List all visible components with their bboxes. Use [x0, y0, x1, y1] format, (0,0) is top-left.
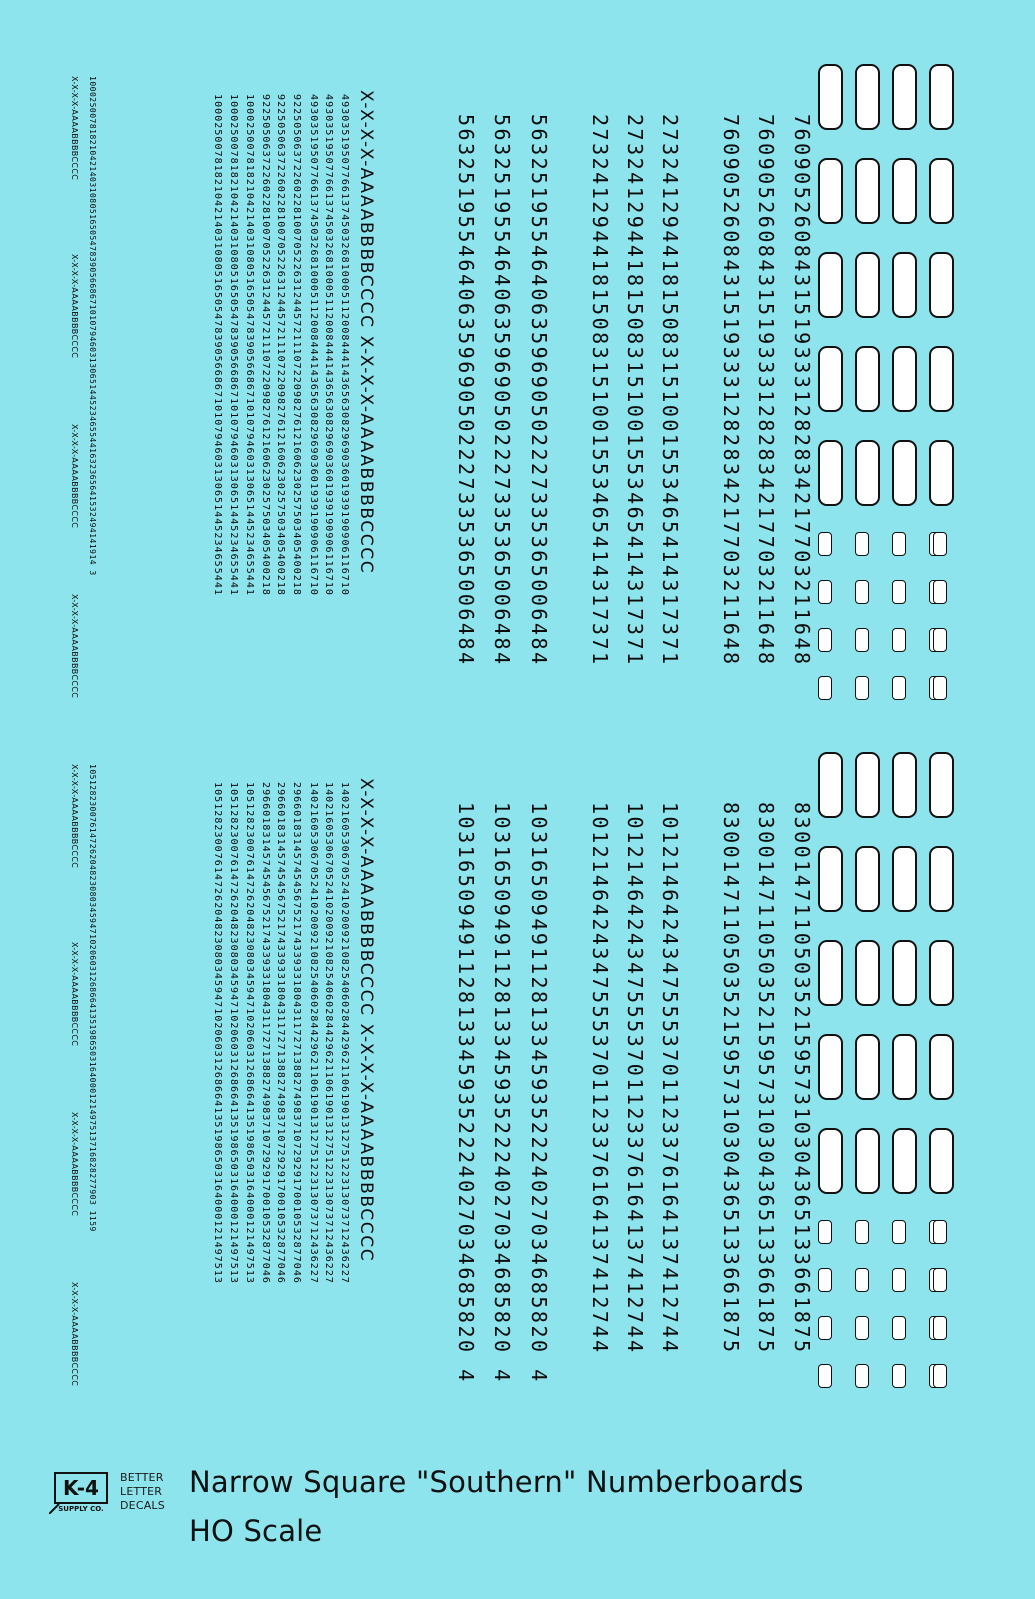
numberboard-blank	[892, 1034, 917, 1100]
numberboard-blank	[818, 252, 843, 318]
page-subtitle: HO Scale	[189, 1514, 323, 1548]
small-number-column: 10002500781821042140310805165054783905668671010794603130651445234655441	[228, 94, 239, 597]
numberboard-blank	[929, 252, 954, 318]
small-numberboard-blank	[892, 676, 906, 700]
tiny-lettering: X-X-X-X-AAAABBBBCCCC	[70, 254, 79, 359]
number-column: 83001471105035215957310304365133661875	[790, 802, 814, 1355]
numberboard-blank	[892, 440, 917, 506]
tiny-lettering: X-X-X-X-AAAABBBBCCCC	[70, 594, 79, 699]
small-numberboard-blank	[818, 1268, 832, 1292]
small-numberboard-blank	[892, 1220, 906, 1244]
numberboard-blank	[929, 940, 954, 1006]
small-number-column: 29660183145745456752174339331804311727138827498371072929170010532877046	[275, 782, 286, 1285]
small-numberboard-blank	[818, 532, 832, 556]
numberboard-blank	[818, 64, 843, 130]
lettering-column: X-X-X-X-AAAABBBBCCCC X-X-X-X-AAAABBBBCCCC	[356, 778, 376, 1263]
numberboard-blank	[892, 64, 917, 130]
numberboard-blank	[929, 752, 954, 818]
small-numberboard-blank	[892, 1268, 906, 1292]
numberboard-blank	[892, 1128, 917, 1194]
svg-text:K-4: K-4	[63, 1476, 99, 1500]
small-numberboard-blank	[892, 580, 906, 604]
numberboard-blank	[818, 940, 843, 1006]
small-number-column: 29660183145745456752174339331804311727138827498371072929170010532877046	[291, 782, 302, 1285]
small-numberboard-blank	[933, 1268, 947, 1292]
small-number-column: 49303519507766137450326810005112008444143656308296903601939190906116710	[323, 94, 334, 597]
numberboard-blank	[855, 1128, 880, 1194]
k4-logo-icon	[49, 1470, 113, 1514]
numberboard-blank	[892, 846, 917, 912]
numberboard-blank	[855, 440, 880, 506]
numberboard-blank	[892, 346, 917, 412]
number-column: 83001471105035215957310304365133661875	[754, 802, 778, 1355]
number-column: 10121464243475553701123376164137412744	[588, 802, 612, 1355]
small-numberboard-blank	[855, 628, 869, 652]
numberboard-blank	[818, 158, 843, 224]
number-column: 10121464243475553701123376164137412744	[658, 802, 682, 1355]
tiny-number-column: 10002500781821042140310805165054783905668671010794603130651445234655441632365641532494141914 3	[88, 76, 97, 576]
numberboard-blank	[855, 846, 880, 912]
small-number-column: 10002500781821042140310805165054783905668671010794603130651445234655441	[244, 94, 255, 597]
number-column: 76090526084315193331282834217703211648	[790, 114, 814, 667]
small-numberboard-blank	[855, 676, 869, 700]
numberboard-blank	[855, 752, 880, 818]
small-number-column: 10512823007614726204823080345947102060312686641351986503164000121497513	[244, 782, 255, 1285]
small-number-column: 92250506372260228100705226312445721110722098276121606230257503405400218	[291, 94, 302, 597]
numberboard-blank	[855, 1034, 880, 1100]
tiny-lettering: X-X-X-X-AAAABBBBCCCC	[70, 764, 79, 869]
small-number-column: 10512823007614726204823080345947102060312686641351986503164000121497513	[228, 782, 239, 1285]
small-numberboard-blank	[855, 1220, 869, 1244]
tiny-lettering: X-X-X-X-AAAABBBBCCCC	[70, 424, 79, 529]
small-numberboard-blank	[933, 1220, 947, 1244]
small-number-column: 10512823007614726204823080345947102060312686641351986503164000121497513	[212, 782, 223, 1285]
small-number-column: 14021605306705241020092108254060284429621106190131275122313073712436227	[323, 782, 334, 1285]
small-numberboard-blank	[855, 532, 869, 556]
numberboard-blank	[855, 252, 880, 318]
small-numberboard-blank	[933, 1364, 947, 1388]
numberboard-blank	[892, 940, 917, 1006]
tiny-lettering: X-X-X-X-AAAABBBBCCCC	[70, 942, 79, 1047]
numberboard-blank	[929, 440, 954, 506]
small-number-column: 92250506372260228100705226312445721110722098276121606230257503405400218	[275, 94, 286, 597]
number-column: 27324129441815083151001553465414317371	[588, 114, 612, 667]
numberboard-blank	[929, 1034, 954, 1100]
numberboard-blank	[929, 64, 954, 130]
numberboard-blank	[929, 846, 954, 912]
tiny-lettering: X-X-X-X-AAAABBBBCCCC	[70, 1282, 79, 1387]
tagline-line: LETTER	[120, 1485, 163, 1498]
number-column: 76090526084315193331282834217703211648	[754, 114, 778, 667]
numberboard-blank	[855, 158, 880, 224]
tagline-line: DECALS	[120, 1499, 165, 1512]
tiny-lettering: X-X-X-X-AAAABBBBCCCC	[70, 1112, 79, 1217]
small-number-column: 29660183145745456752174339331804311727138827498371072929170010532877046	[260, 782, 271, 1285]
small-number-column: 49303519507766137450326810005112008444143656308296903601939190906116710	[308, 94, 319, 597]
number-column: 27324129441815083151001553465414317371	[623, 114, 647, 667]
numberboard-blank	[855, 64, 880, 130]
small-number-column: 14021605306705241020092108254060284429621106190131275122313073712436227	[339, 782, 350, 1285]
small-numberboard-blank	[892, 1316, 906, 1340]
number-column: 10316509491128133459352224027034685820 4	[527, 802, 551, 1384]
small-numberboard-blank	[818, 1316, 832, 1340]
small-numberboard-blank	[933, 532, 947, 556]
numberboard-blank	[929, 1128, 954, 1194]
small-numberboard-blank	[855, 580, 869, 604]
number-column: 10316509491128133459352224027034685820 4	[490, 802, 514, 1384]
small-number-column: 92250506372260228100705226312445721110722098276121606230257503405400218	[260, 94, 271, 597]
numberboard-blank	[855, 940, 880, 1006]
numberboard-blank	[818, 752, 843, 818]
small-numberboard-blank	[818, 676, 832, 700]
numberboard-blank	[818, 346, 843, 412]
number-column: 56325195546406359690502227335365006484	[490, 114, 514, 667]
number-column: 83001471105035215957310304365133661875	[719, 802, 743, 1355]
numberboard-blank	[818, 1034, 843, 1100]
number-column: 10316509491128133459352224027034685820 4	[454, 802, 478, 1384]
small-numberboard-blank	[818, 580, 832, 604]
small-numberboard-blank	[933, 628, 947, 652]
numberboard-blank	[892, 752, 917, 818]
numberboard-blank	[818, 440, 843, 506]
numberboard-blank	[892, 252, 917, 318]
small-numberboard-blank	[892, 1364, 906, 1388]
small-number-column: 49303519507766137450326810005112008444143656308296903601939190906116710	[339, 94, 350, 597]
number-column: 10121464243475553701123376164137412744	[623, 802, 647, 1355]
small-numberboard-blank	[892, 628, 906, 652]
small-numberboard-blank	[855, 1316, 869, 1340]
numberboard-blank	[855, 346, 880, 412]
tiny-lettering: X-X-X-X-AAAABBBBCCCC	[70, 76, 79, 181]
svg-text:SUPPLY CO.: SUPPLY CO.	[58, 1505, 104, 1513]
numberboard-blank	[818, 1128, 843, 1194]
lettering-column: X-X-X-X-AAAABBBBCCCC X-X-X-X-AAAABBBBCCCC	[356, 90, 376, 575]
small-numberboard-blank	[855, 1268, 869, 1292]
tagline-line: BETTER	[120, 1471, 164, 1484]
small-numberboard-blank	[855, 1364, 869, 1388]
number-column: 76090526084315193331282834217703211648	[719, 114, 743, 667]
small-numberboard-blank	[818, 1220, 832, 1244]
small-numberboard-blank	[892, 532, 906, 556]
tiny-number-column: 10512823007614726204823080345947102060312686641351986503164000121497513716828277903 1159	[88, 764, 97, 1232]
small-numberboard-blank	[933, 1316, 947, 1340]
number-column: 27324129441815083151001553465414317371	[658, 114, 682, 667]
small-numberboard-blank	[818, 628, 832, 652]
small-number-column: 10002500781821042140310805165054783905668671010794603130651445234655441	[212, 94, 223, 597]
number-column: 56325195546406359690502227335365006484	[454, 114, 478, 667]
logo-tagline	[120, 1471, 165, 1513]
numberboard-blank	[818, 846, 843, 912]
number-column: 56325195546406359690502227335365006484	[527, 114, 551, 667]
small-numberboard-blank	[818, 1364, 832, 1388]
numberboard-blank	[929, 346, 954, 412]
small-numberboard-blank	[933, 580, 947, 604]
page-title: Narrow Square "Southern" Numberboards	[189, 1465, 804, 1499]
numberboard-blank	[929, 158, 954, 224]
numberboard-blank	[892, 158, 917, 224]
small-number-column: 14021605306705241020092108254060284429621106190131275122313073712436227	[308, 782, 319, 1285]
small-numberboard-blank	[933, 676, 947, 700]
